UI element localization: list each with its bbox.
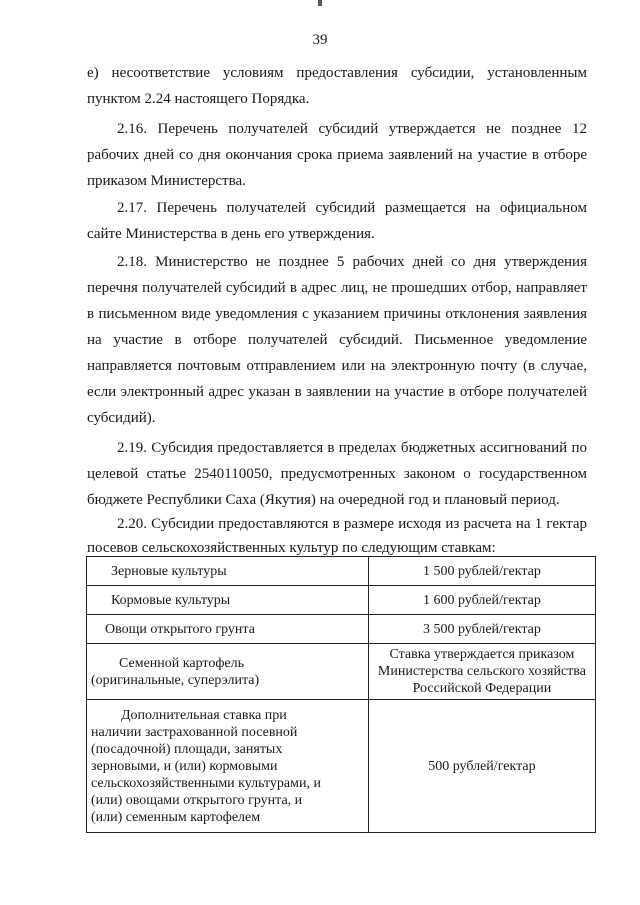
paragraph-2-18-line: субсидий). <box>87 410 156 426</box>
paragraph-2-19-line: бюджете Республики Саха (Якутия) на очередной год и плановый период. <box>87 492 560 508</box>
rate-cell: 1 600 рублей/гектар <box>368 586 595 615</box>
crop-name-cell: Зерновые культуры <box>87 557 369 586</box>
crop-name-line: Дополнительная ставка при <box>121 707 287 723</box>
crop-name-line: наличии застрахованной посевной <box>91 724 298 740</box>
paragraph-2-18-line: 2.18. Министерство не позднее 5 рабочих дней со дня утверждения <box>117 254 587 270</box>
crop-name-line: (оригинальные, суперэлита) <box>91 672 260 688</box>
rate-cell <box>368 644 595 700</box>
paragraph-2-18-line: на участие в отборе получателей субсидий. Письменное уведомление <box>87 332 587 348</box>
paragraph-2-18-line: в письменном виде уведомления с указанием причины отклонения заявления <box>87 306 587 322</box>
crop-name-line: зерновыми, и (или) кормовыми <box>91 758 278 774</box>
paragraph-e-line: е) несоответствие условиям предоставления субсидии, установленным <box>87 65 587 81</box>
page-number: 39 <box>312 32 328 48</box>
paragraph-2-16-line: рабочих дней со дня окончания срока приема заявлений на участие в отборе <box>87 147 587 163</box>
paragraph-2-17-line: сайте Министерства в день его утверждения. <box>87 226 375 242</box>
table-row <box>87 615 596 644</box>
paragraph-2-19-line: целевой статье 2540110050, предусмотренных законом о государственном <box>87 466 587 482</box>
table-row <box>87 644 596 700</box>
paragraph-2-18-line: если электронный адрес указан в заявлении на участие в отборе получателей <box>87 384 587 400</box>
scan-mark <box>318 0 322 6</box>
paragraph-2-16-line: приказом Министерства. <box>87 173 246 189</box>
paragraph-2-18-line: направляется почтовым отправлением или на электронную почту (в случае, <box>87 358 587 374</box>
rates-table <box>86 556 596 833</box>
rate-line: Министерства сельского хозяйства <box>377 664 586 679</box>
crop-name-cell <box>87 700 369 833</box>
crop-name-line: (посадочной) площади, занятых <box>91 741 283 757</box>
rate-cell: 3 500 рублей/гектар <box>368 615 595 644</box>
crop-name-line: Семенной картофель <box>119 655 244 671</box>
table-row <box>87 586 596 615</box>
paragraph-2-20-line: 2.20. Субсидии предоставляются в размере исходя из расчета на 1 гектар <box>117 516 587 532</box>
paragraph-2-16-line: 2.16. Перечень получателей субсидий утверждается не позднее 12 <box>117 121 587 137</box>
crop-name-line: сельскохозяйственными культурами, и <box>91 775 321 791</box>
crop-name-line: (или) овощами открытого грунта, и <box>91 792 303 808</box>
rate-cell: 500 рублей/гектар <box>368 700 595 833</box>
paragraph-2-17-line: 2.17. Перечень получателей субсидий размещается на официальном <box>117 200 587 216</box>
paragraph-2-18-line: перечня получателей субсидий в адрес лиц, не прошедших отбор, направляет <box>87 280 587 296</box>
crop-name-cell: Кормовые культуры <box>87 586 369 615</box>
rate-cell: 1 500 рублей/гектар <box>368 557 595 586</box>
crop-name-cell <box>87 644 369 700</box>
paragraph-e-line: пунктом 2.24 настоящего Порядка. <box>87 91 310 107</box>
table-row <box>87 557 596 586</box>
paragraph-2-19-line: 2.19. Субсидия предоставляется в пределах бюджетных ассигнований по <box>117 440 587 456</box>
paragraph-2-20-line: посевов сельскохозяйственных культур по следующим ставкам: <box>87 540 496 556</box>
crop-name-line: (или) семенным картофелем <box>91 809 261 825</box>
rate-line: Ставка утверждается приказом <box>389 647 575 662</box>
table-row <box>87 700 596 833</box>
crop-name-cell: Овощи открытого грунта <box>87 615 369 644</box>
rate-line: Российской Федерации <box>412 681 552 696</box>
